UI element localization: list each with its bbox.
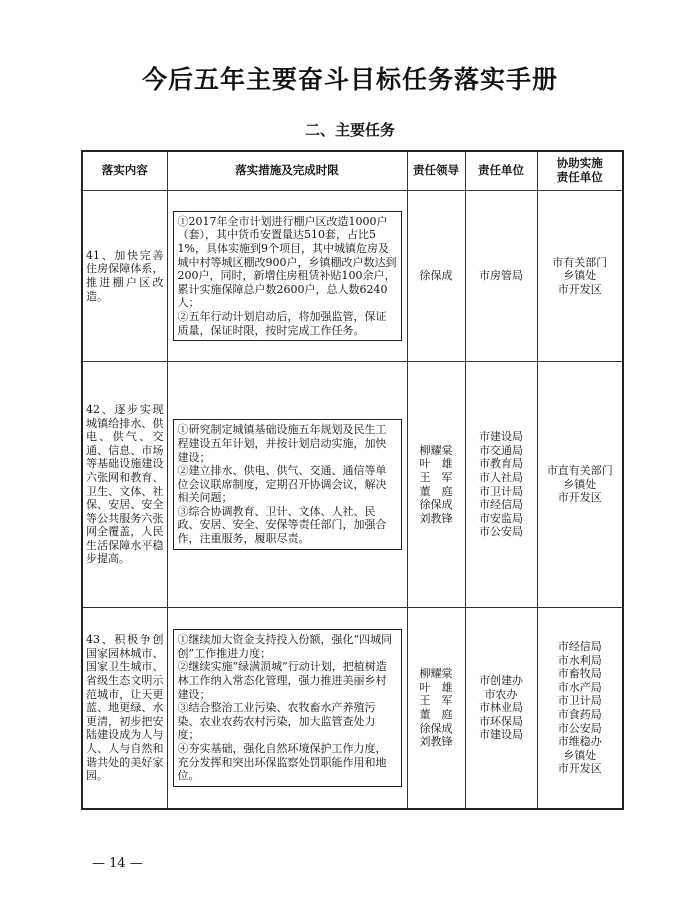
assist-unit: 乡镇处 bbox=[563, 748, 597, 762]
row-units bbox=[465, 191, 537, 362]
assist-unit: 市开发区 bbox=[557, 282, 602, 296]
measure-item: ②继续实施“绿满涢城”行动计划，把植树造林工作纳入常态化管理，强力推进美丽乡村建设； bbox=[177, 660, 387, 701]
row-leaders bbox=[407, 362, 465, 608]
header-leader: 责任领导 bbox=[407, 151, 465, 191]
row-units bbox=[465, 608, 537, 810]
measure-item: ②五年行动计划启动后，将加强监管，保证质量，保证时限，按时完成工作任务。 bbox=[177, 309, 387, 337]
row-assist bbox=[537, 362, 623, 608]
unit-name: 市交通局 bbox=[479, 443, 523, 457]
row-leaders bbox=[407, 191, 465, 362]
measures-box bbox=[173, 211, 402, 341]
row-assist bbox=[537, 191, 623, 362]
row-units bbox=[465, 362, 537, 608]
assist-unit: 市经信局 bbox=[557, 640, 602, 654]
assist-unit: 市有关部门 bbox=[552, 255, 608, 269]
assist-unit: 市开发区 bbox=[557, 762, 602, 776]
assist-unit: 市公安局 bbox=[557, 721, 602, 735]
measure-item: ②建立排水、供电、供气、交通、通信等单位会议联席制度，定期召开协调会议，解决相关问题； bbox=[177, 464, 387, 505]
leader-name: 徐保成 bbox=[419, 269, 453, 283]
assist-unit: 市水产局 bbox=[557, 680, 602, 694]
assist-unit: 市畜牧局 bbox=[557, 667, 602, 681]
page-number: — 14 — bbox=[92, 856, 143, 871]
leader-name: 叶 雄 bbox=[419, 457, 453, 471]
header-assist bbox=[537, 151, 623, 191]
header-unit: 责任单位 bbox=[465, 151, 537, 191]
row-measures bbox=[167, 608, 407, 810]
measure-item: ①2017年全市计划进行棚户区改造1000户（套），其中货币安置量达510套，占比51%，具体实施到9个项目，其中城镇危房及城中村等城区棚改900户，乡镇棚改户数达到200户，同时，新增住房租赁补贴100余户，累计实施保障总户数2600户，总人数6240人； bbox=[177, 214, 397, 310]
assist-unit: 乡镇处 bbox=[563, 269, 597, 283]
unit-name: 市环保局 bbox=[479, 714, 523, 728]
leader-name: 柳耀棠 bbox=[419, 667, 453, 681]
leader-name: 王 军 bbox=[419, 694, 453, 708]
section-heading: 二、主要任务 bbox=[304, 121, 395, 139]
assist-unit: 市维稳办 bbox=[557, 735, 602, 749]
unit-name: 市建设局 bbox=[479, 430, 523, 444]
leader-name: 刘教锋 bbox=[419, 735, 453, 749]
leader-name: 柳耀棠 bbox=[419, 443, 453, 457]
leader-name: 王 军 bbox=[419, 470, 453, 484]
row-content: 43、积极争创国家园林城市、国家卫生城市、省级生态文明示范城市，让天更蓝、地更绿、水更清，初步把安陆建设成为人与人、人与自然和谐共处的美好家园。 bbox=[82, 608, 167, 810]
table-header-row bbox=[82, 151, 623, 191]
unit-name: 市卫计局 bbox=[479, 484, 523, 498]
leader-name: 董 庭 bbox=[419, 484, 453, 498]
measure-item: ③结合整治工业污染、农牧畜水产养殖污染、农业农药农村污染，加大监管查处力度； bbox=[177, 701, 376, 742]
measures-box bbox=[173, 419, 402, 549]
assist-unit: 乡镇处 bbox=[563, 477, 597, 491]
document-title: 今后五年主要奋斗目标任务落实手册 bbox=[141, 65, 558, 94]
table-row bbox=[82, 362, 623, 608]
leader-name: 徐保成 bbox=[419, 721, 453, 735]
row-measures bbox=[167, 191, 407, 362]
row-assist bbox=[537, 608, 623, 810]
unit-name: 市公安局 bbox=[479, 525, 523, 539]
unit-name: 市房管局 bbox=[479, 269, 523, 283]
assist-unit: 市水利局 bbox=[557, 653, 602, 667]
header-assist-line2: 责任单位 bbox=[556, 170, 603, 184]
row-content: 42、逐步实现城镇给排水、供电、供气、交通、信息、市场等基础设施建设六张网和教育、卫生、文体、社保、安居、安全等公共服务六张网全覆盖，人民生活保障水平稳步提高。 bbox=[82, 362, 167, 608]
leader-name: 董 庭 bbox=[419, 708, 453, 721]
measure-item: ④夯实基础，强化自然环境保护工作力度，充分发挥和突出环保监察处罚职能作用和地位。 bbox=[177, 741, 387, 783]
assist-unit: 市食药局 bbox=[557, 708, 602, 721]
row-content: 41、加快完善住房保障体系，推进棚户区改造。 bbox=[82, 191, 167, 362]
header-content: 落实内容 bbox=[82, 151, 167, 191]
unit-name: 市人社局 bbox=[479, 470, 523, 484]
measure-item: ①研究制定城镇基础设施五年规划及民生工程建设五年计划，并按计划启动实施，加快建设； bbox=[177, 423, 387, 464]
table-row bbox=[82, 608, 623, 810]
measures-box bbox=[173, 629, 402, 787]
unit-name: 市安监局 bbox=[479, 511, 523, 525]
unit-name: 市农办 bbox=[484, 687, 518, 701]
unit-name: 市林业局 bbox=[479, 701, 523, 715]
header-assist-line1: 协助实施 bbox=[556, 156, 603, 171]
unit-name: 市经信局 bbox=[479, 498, 523, 512]
row-measures bbox=[167, 362, 407, 608]
unit-name: 市建设局 bbox=[479, 728, 523, 742]
row-leaders bbox=[407, 608, 465, 810]
table-row bbox=[82, 191, 623, 362]
task-table bbox=[81, 150, 624, 810]
assist-unit: 市开发区 bbox=[557, 491, 602, 505]
unit-name: 市教育局 bbox=[479, 457, 523, 471]
unit-name: 市创建办 bbox=[479, 674, 523, 688]
header-measures: 落实措施及完成时限 bbox=[167, 151, 407, 191]
assist-unit: 市直有关部门 bbox=[546, 464, 613, 478]
measure-item: ①继续加大资金支持投入份额，强化“四城同创”工作推进力度； bbox=[177, 633, 393, 660]
assist-unit: 市卫计局 bbox=[557, 694, 602, 708]
leader-name: 徐保成 bbox=[419, 498, 453, 512]
leader-name: 叶 雄 bbox=[419, 680, 453, 694]
leader-name: 刘教锋 bbox=[419, 511, 453, 525]
measure-item: ③综合协调教育、卫计、文体、人社、民政、安居、安全、安保等责任部门，加强合作，注重服务，履职尽责。 bbox=[177, 504, 387, 546]
